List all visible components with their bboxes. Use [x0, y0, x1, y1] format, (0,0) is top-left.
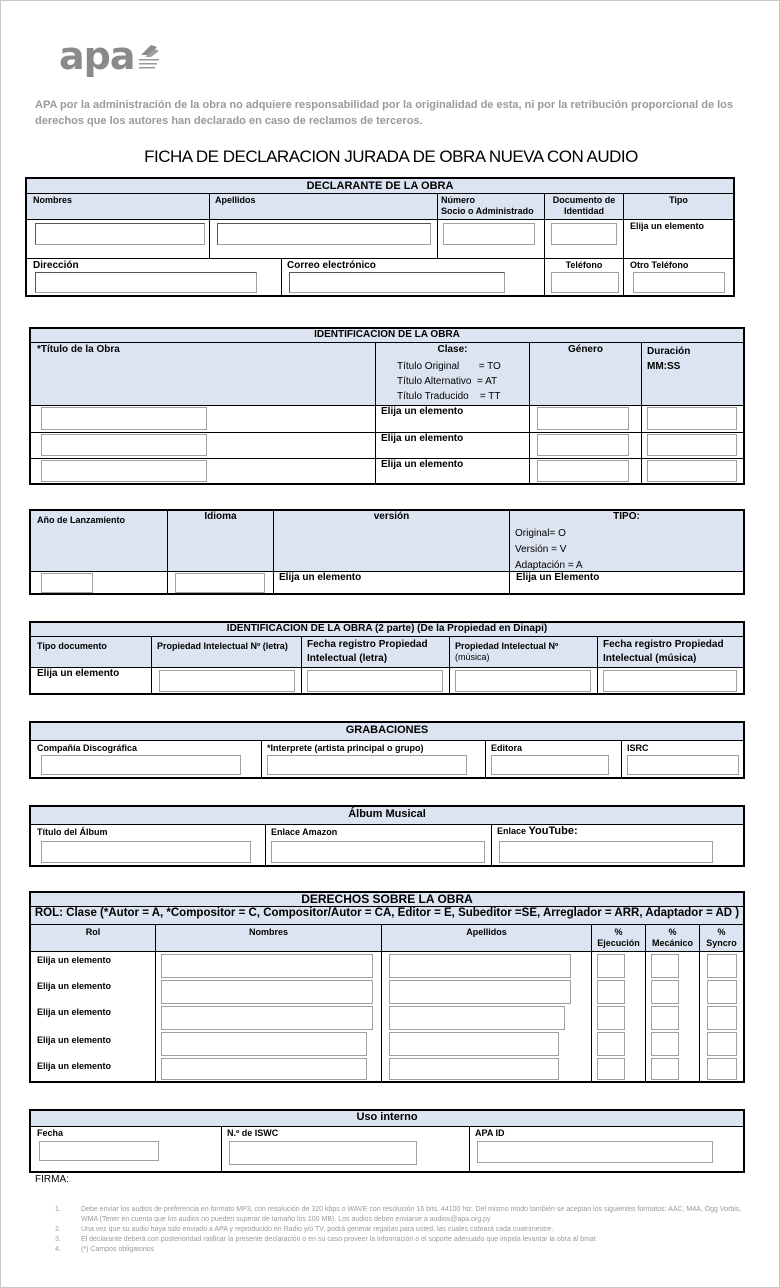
- syncro-field-5[interactable]: [707, 1058, 737, 1080]
- derechos-section: [29, 891, 745, 1083]
- uso-interno-title: Uso interno: [356, 1111, 418, 1123]
- titulo-album-label: Título del Álbum: [37, 827, 108, 837]
- firma-label: FIRMA:: [35, 1174, 69, 1185]
- mecanico-field-1[interactable]: [651, 954, 679, 978]
- genero-field-2[interactable]: [537, 434, 629, 456]
- derechos-nombres-field-4[interactable]: [161, 1032, 367, 1056]
- mecanico-field-4[interactable]: [651, 1032, 679, 1056]
- titulo-obra-field-2[interactable]: [41, 434, 207, 456]
- genero-field-3[interactable]: [537, 460, 629, 482]
- grabaciones-title: GRABACIONES: [345, 724, 429, 736]
- interprete-label: *Interprete (artista principal o grupo): [267, 743, 424, 753]
- ejecucion-field-2[interactable]: [597, 980, 625, 1004]
- apa-id-label: APA ID: [475, 1128, 505, 1138]
- tipo-documento-select[interactable]: Elija un elemento: [37, 668, 120, 679]
- idioma-field[interactable]: [175, 573, 265, 593]
- duracion-field-2[interactable]: [647, 434, 737, 456]
- note-item: 3. El declarante deberá con posterioridad ratificar la presente declaración o en su caso proveer la información o el soporte adecuado que impida levantar la obra al bmat: [55, 1236, 596, 1243]
- note-item: 2. Una vez que su audio haya sido enviado a APA y reproducido en Radio y/o TV, podrá generar regalías para usted, las cuales cobrará cada cuatrimestre.: [55, 1226, 554, 1233]
- numero-socio-field[interactable]: [443, 223, 535, 245]
- apellidos-label: Apellidos: [215, 195, 256, 205]
- syncro-field-3[interactable]: [707, 1006, 737, 1030]
- genero-field-1[interactable]: [537, 407, 629, 430]
- compania-field[interactable]: [41, 755, 241, 775]
- amazon-field[interactable]: [271, 841, 485, 863]
- clase-legend: Título Original = TO Título Alternativo = AT Título Traducido = TT: [397, 361, 501, 402]
- clase-select-3[interactable]: Elija un elemento: [381, 459, 464, 470]
- nombres-label: Nombres: [33, 195, 73, 205]
- tipo-obra-legend: Original= O Versión = V Adaptación = A: [515, 528, 583, 571]
- declarante-title: DECLARANTE DE LA OBRA: [306, 180, 454, 192]
- tipo-documento-label: Tipo documento: [37, 641, 107, 651]
- rol-select-2[interactable]: Elija un elemento: [37, 981, 112, 991]
- rol-label: Rol: [85, 927, 101, 937]
- fecha-musica-label: Fecha registro Propiedad Intelectual (música): [603, 639, 724, 664]
- apa-id-field[interactable]: [477, 1141, 713, 1163]
- note-item: 1. Debe enviar los audios de preferencia en formato MP3, con resolución de 320 kbps o WAVE con resolución 16 bits, 44100 htz. Del mismo modo también se aceptan los siguientes formatos: AAC, M4A, Ogg Vorbis, WMA (Tener en cuenta que los audios no pueden superar de tamaño los 100 MB). Los audios deben enviarse a audios@apa.org.py: [55, 1206, 742, 1223]
- apellidos-label: Apellidos: [466, 927, 507, 937]
- prop-letra-field[interactable]: [159, 670, 295, 692]
- tipo-label: Tipo: [669, 195, 688, 205]
- correo-label: Correo electrónico: [287, 260, 376, 271]
- rol-select-5[interactable]: Elija un elemento: [37, 1061, 112, 1071]
- syncro-field-1[interactable]: [707, 954, 737, 978]
- identificacion-section: [29, 327, 745, 485]
- derechos-apellidos-field-2[interactable]: [389, 980, 571, 1004]
- identificacion-title: IDENTIFICACION DE LA OBRA: [314, 329, 460, 340]
- telefono-label: Teléfono: [565, 260, 603, 270]
- derechos-apellidos-field-3[interactable]: [389, 1006, 565, 1030]
- note-item: 4. (*) Campos obligatorios: [55, 1246, 155, 1253]
- youtube-field[interactable]: [499, 841, 713, 863]
- rol-select-4[interactable]: Elija un elemento: [37, 1035, 112, 1045]
- ejecucion-field-5[interactable]: [597, 1058, 625, 1080]
- duracion-field-3[interactable]: [647, 460, 737, 482]
- correo-field[interactable]: [289, 272, 505, 293]
- anio-field[interactable]: [41, 573, 93, 593]
- clase-label: Clase:: [437, 344, 468, 355]
- iswc-label: N.º de ISWC: [227, 1128, 279, 1138]
- apellidos-field[interactable]: [217, 223, 431, 245]
- duracion-label: Duración MM:SS: [647, 346, 691, 372]
- titulo-obra-field-1[interactable]: [41, 407, 207, 430]
- clase-select-2[interactable]: Elija un elemento: [381, 433, 464, 444]
- editora-label: Editora: [491, 743, 523, 753]
- syncro-field-2[interactable]: [707, 980, 737, 1004]
- rol-select-1[interactable]: Elija un elemento: [37, 955, 112, 965]
- mecanico-field-3[interactable]: [651, 1006, 679, 1030]
- ejecucion-field-1[interactable]: [597, 954, 625, 978]
- editora-field[interactable]: [491, 755, 609, 775]
- prop-musica-label: Propiedad Intelectual Nº (música): [455, 641, 559, 662]
- duracion-field-1[interactable]: [647, 407, 737, 430]
- ejecucion-field-4[interactable]: [597, 1032, 625, 1056]
- grabaciones-section: [29, 721, 745, 779]
- clase-select-1[interactable]: Elija un elemento: [381, 406, 464, 417]
- derechos-nombres-field-5[interactable]: [161, 1058, 367, 1080]
- derechos-nombres-field-1[interactable]: [161, 954, 373, 978]
- version-select[interactable]: Elija un elemento: [279, 572, 362, 583]
- otro-telefono-field[interactable]: [633, 272, 725, 293]
- syncro-label: % Syncro: [706, 927, 737, 948]
- prop-musica-field[interactable]: [455, 670, 591, 692]
- direccion-label: Dirección: [33, 260, 79, 271]
- fecha-label: Fecha: [37, 1128, 64, 1138]
- disclaimer: APA por la administración de la obra no adquiere responsabilidad por la originalidad de esta, ni por la retribución proporcional de los derechos que los autores han declarado en caso de reclamos de terceros.: [35, 99, 734, 127]
- derechos-apellidos-field-4[interactable]: [389, 1032, 559, 1056]
- page-title: FICHA DE DECLARACION JURADA DE OBRA NUEVA CON AUDIO: [144, 147, 638, 166]
- prop-letra-label: Propiedad Intelectual Nº (letra): [157, 641, 288, 651]
- telefono-field[interactable]: [551, 272, 619, 293]
- notes-list: [55, 1205, 745, 1255]
- isrc-field[interactable]: [627, 755, 739, 775]
- version-label: versión: [373, 511, 410, 522]
- syncro-field-4[interactable]: [707, 1032, 737, 1056]
- ejecucion-label: % Ejecución: [597, 927, 640, 948]
- apa-logo: apa: [59, 34, 135, 78]
- iswc-field[interactable]: [229, 1141, 417, 1165]
- derechos-apellidos-field-1[interactable]: [389, 954, 571, 978]
- derechos-nombres-field-3[interactable]: [161, 1006, 373, 1030]
- titulo-obra-field-3[interactable]: [41, 460, 207, 482]
- titulo-obra-label: *Título de la Obra: [37, 344, 120, 355]
- derechos-nombres-field-2[interactable]: [161, 980, 373, 1004]
- tipo-obra-label: TIPO:: [613, 511, 640, 522]
- nombres-field[interactable]: [35, 223, 205, 245]
- otro-telefono-label: Otro Teléfono: [630, 260, 689, 270]
- identificacion2-section: [29, 621, 745, 695]
- album-title: Álbum Musical: [348, 808, 426, 820]
- amazon-label: Enlace Amazon: [271, 827, 338, 837]
- anio-label: Año de Lanzamiento: [37, 515, 126, 525]
- uso-interno-section: [29, 1109, 745, 1173]
- genero-label: Género: [567, 344, 603, 355]
- ejecucion-field-3[interactable]: [597, 1006, 625, 1030]
- isrc-label: ISRC: [627, 743, 649, 753]
- numero-socio-label: Número Socio o Administrado: [441, 195, 534, 216]
- fecha-letra-label: Fecha registro Propiedad Intelectual (letra): [307, 639, 428, 664]
- fecha-musica-field[interactable]: [603, 670, 737, 692]
- documento-label: Documento de Identidad: [552, 195, 616, 216]
- mecanico-field-2[interactable]: [651, 980, 679, 1004]
- mecanico-label: % Mecánico: [651, 927, 693, 948]
- declarante-section: [25, 177, 735, 297]
- identificacion2-title: IDENTIFICACION DE LA OBRA (2 parte) (De la Propiedad en Dinapi): [226, 623, 548, 634]
- documento-field[interactable]: [551, 223, 617, 245]
- tipo-obra-select[interactable]: Elija un Elemento: [516, 572, 600, 583]
- album-section: [29, 805, 745, 867]
- rol-clase-legend: ROL: Clase (*Autor = A, *Compositor = C, Compositor/Autor = CA, Editor = E, Subeditor =SE, Arreglador = ARR, Adaptador = AD ): [34, 907, 740, 919]
- rol-select-3[interactable]: Elija un elemento: [37, 1007, 112, 1017]
- interprete-field[interactable]: [267, 755, 467, 775]
- youtube-label: Enlace YouTube:: [497, 825, 578, 837]
- idioma-label: Idioma: [204, 511, 237, 522]
- fecha-letra-field[interactable]: [307, 670, 443, 692]
- mecanico-field-5[interactable]: [651, 1058, 679, 1080]
- derechos-title: DERECHOS SOBRE LA OBRA: [301, 892, 473, 906]
- derechos-apellidos-field-5[interactable]: [389, 1058, 559, 1080]
- fecha-field[interactable]: [39, 1141, 159, 1161]
- compania-label: Compañía Discográfica: [37, 743, 138, 753]
- direccion-field[interactable]: [35, 272, 257, 293]
- lanzamiento-section: [29, 509, 745, 595]
- nombres-label: Nombres: [248, 927, 288, 937]
- titulo-album-field[interactable]: [41, 841, 251, 863]
- tipo-select[interactable]: Elija un elemento: [630, 221, 705, 231]
- apa-logo-mark-icon: [137, 41, 163, 75]
